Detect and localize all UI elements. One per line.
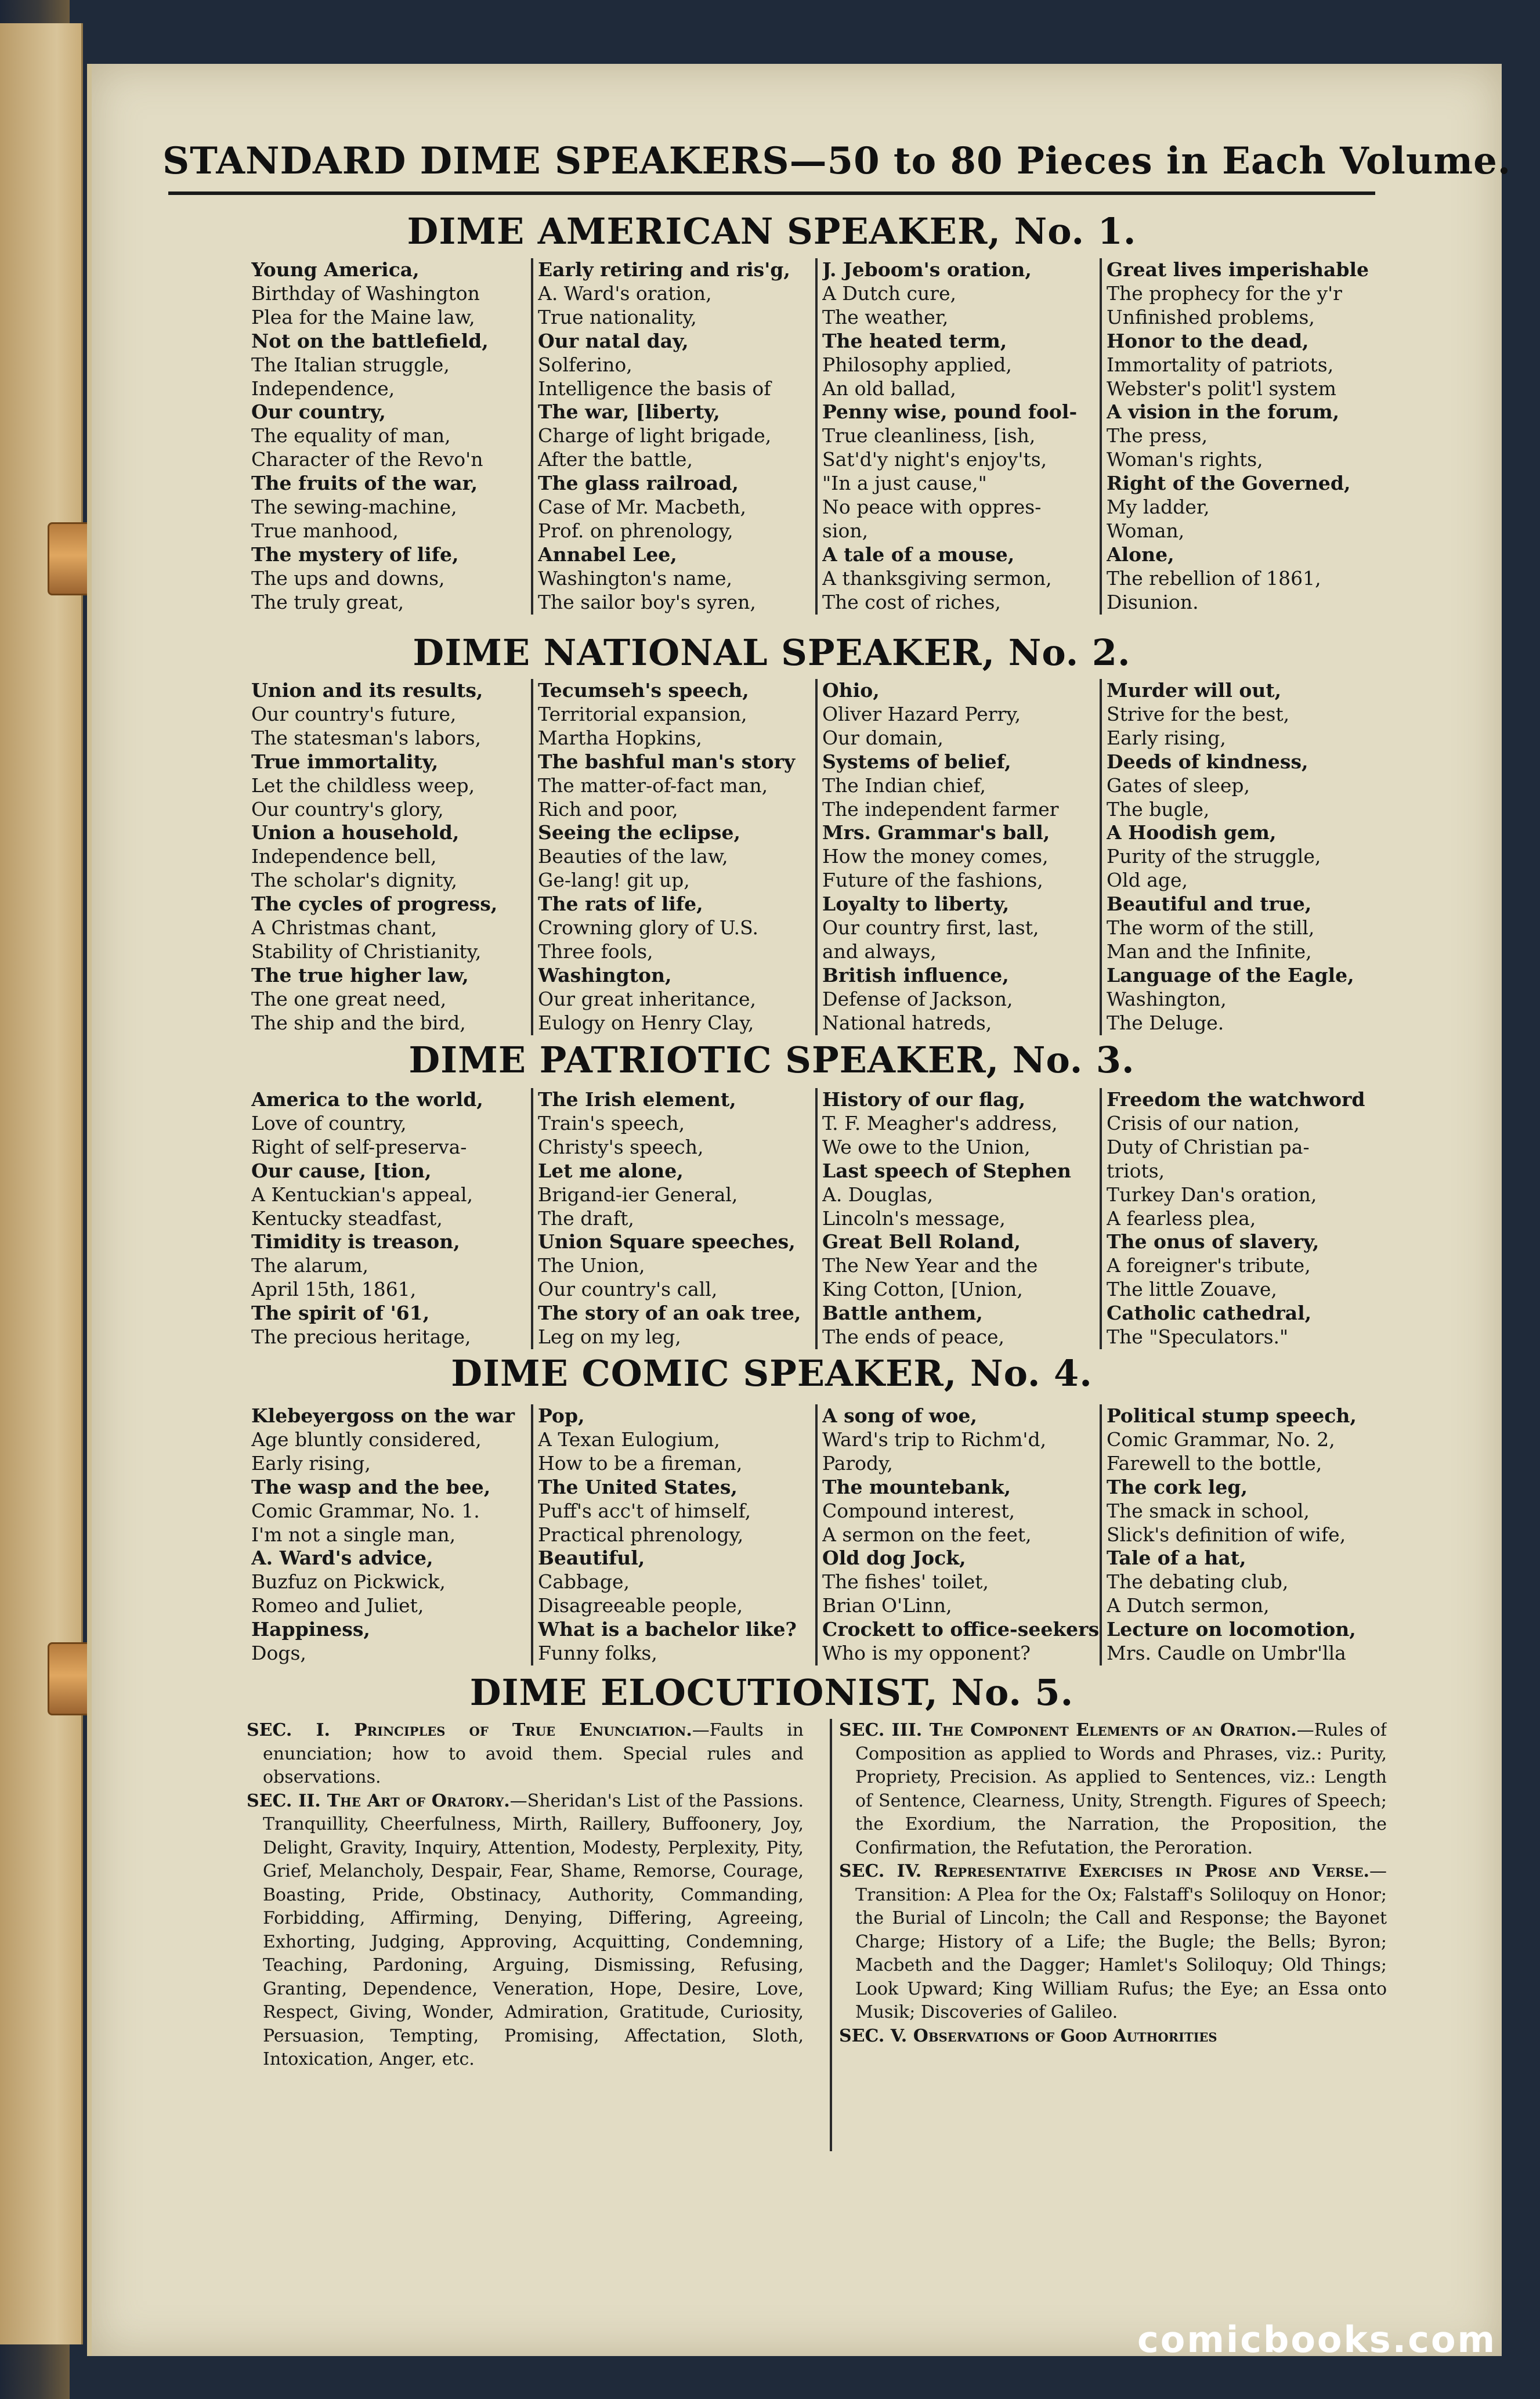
piece-title: I'm not a single man, <box>251 1523 456 1546</box>
piece-title: Train's speech, <box>538 1111 685 1135</box>
piece-title: Murder will out, <box>1107 679 1282 702</box>
piece-title: Ward's trip to Richm'd, <box>822 1428 1047 1451</box>
piece-column <box>815 258 1100 615</box>
section-title-comic-speaker: DIME COMIC SPEAKER, No. 4. <box>451 1352 1093 1394</box>
piece-title: A Texan Eulogium, <box>538 1428 720 1451</box>
piece-title: Young America, <box>251 258 420 281</box>
piece-title: Strive for the best, <box>1107 702 1290 725</box>
piece-title: A foreigner's tribute, <box>1107 1254 1311 1277</box>
piece-column <box>247 679 531 1035</box>
section-title-patriotic-speaker: DIME PATRIOTIC SPEAKER, No. 3. <box>409 1039 1135 1081</box>
piece-title: The heated term, <box>822 329 1007 352</box>
piece-title: The bugle, <box>1107 797 1210 821</box>
piece-title: The true higher law, <box>251 963 469 987</box>
piece-title: The press, <box>1107 424 1208 447</box>
section-number: SEC. IV. <box>839 1861 934 1881</box>
section-number: SEC. III. <box>839 1720 930 1740</box>
piece-title: Annabel Lee, <box>538 543 677 566</box>
piece-title: How to be a fireman, <box>538 1451 743 1475</box>
piece-title: The smack in school, <box>1107 1499 1310 1522</box>
piece-title: Language of the Eagle, <box>1107 963 1354 987</box>
piece-title: Romeo and Juliet, <box>251 1594 424 1617</box>
piece-title: The Union, <box>538 1254 645 1277</box>
piece-title: The prophecy for the y'r <box>1107 281 1342 305</box>
piece-column <box>531 258 815 615</box>
piece-title: Union and its results, <box>251 679 483 702</box>
piece-title: No peace with oppres- <box>822 496 1042 519</box>
piece-title: The mystery of life, <box>251 543 459 566</box>
piece-title: Battle anthem, <box>822 1302 983 1325</box>
piece-title: The cork leg, <box>1107 1475 1248 1498</box>
piece-title: The bashful man's story <box>538 750 796 773</box>
piece-title: Washington, <box>1107 987 1227 1010</box>
piece-title: The Irish element, <box>538 1088 736 1111</box>
piece-column <box>1100 258 1384 615</box>
piece-title: The "Speculators." <box>1107 1325 1289 1349</box>
elocutionist-left-column <box>247 1719 804 2151</box>
piece-title: A. Douglas, <box>822 1183 934 1206</box>
piece-title: "In a just cause," <box>822 472 987 495</box>
piece-title: Case of Mr. Macbeth, <box>538 496 746 519</box>
piece-title: A Christmas chant, <box>251 916 438 940</box>
piece-column <box>815 679 1100 1035</box>
piece-title: Who is my opponent? <box>822 1642 1031 1665</box>
piece-title: The cycles of progress, <box>251 893 498 916</box>
elocution-paragraph <box>247 1790 804 2072</box>
elocution-paragraph <box>839 1719 1387 1860</box>
piece-title: A Dutch cure, <box>822 281 957 305</box>
section-heading-caps: Principles of True Enunciation. <box>354 1720 692 1740</box>
piece-title: The equality of man, <box>251 424 451 447</box>
piece-title: A thanksgiving sermon, <box>822 566 1052 590</box>
piece-title: The wasp and the bee, <box>251 1475 491 1498</box>
piece-title: The statesman's labors, <box>251 726 482 749</box>
piece-title: The mountebank, <box>822 1475 1011 1498</box>
piece-title: Brian O'Linn, <box>822 1594 952 1617</box>
piece-title: The cost of riches, <box>822 590 1001 613</box>
piece-title: The United States, <box>538 1475 738 1498</box>
piece-title: What is a bachelor like? <box>538 1618 797 1641</box>
piece-title: Dogs, <box>251 1642 306 1665</box>
piece-title: True immortality, <box>251 750 439 773</box>
piece-title: A Hoodish gem, <box>1107 821 1277 844</box>
piece-title: Seeing the eclipse, <box>538 821 740 844</box>
piece-title: Great Bell Roland, <box>822 1230 1021 1253</box>
section-number: SEC. V. <box>839 2025 913 2046</box>
piece-title: Birthday of Washington <box>251 281 480 305</box>
piece-title: Comic Grammar, No. 1. <box>251 1499 480 1522</box>
piece-title: Duty of Christian pa- <box>1107 1135 1310 1158</box>
piece-title: Stability of Christianity, <box>251 940 482 963</box>
piece-title: Last speech of Stephen <box>822 1159 1071 1182</box>
piece-title: The little Zouave, <box>1107 1278 1277 1301</box>
piece-title: We owe to the Union, <box>822 1135 1031 1158</box>
piece-title: Crisis of our nation, <box>1107 1111 1300 1135</box>
piece-title: True manhood, <box>251 519 399 542</box>
piece-title: King Cotton, [Union, <box>822 1278 1023 1301</box>
elocution-paragraph <box>839 2025 1387 2048</box>
section-grid-american-speaker <box>247 258 1384 615</box>
piece-title: Washington, <box>538 963 672 987</box>
piece-title: Kentucky steadfast, <box>251 1206 443 1230</box>
piece-title: Tecumseh's speech, <box>538 679 749 702</box>
section-heading-caps: The Component Elements of an Oration. <box>929 1720 1297 1740</box>
piece-title: Woman, <box>1107 519 1185 542</box>
piece-title: Disagreeable people, <box>538 1594 743 1617</box>
piece-title: Prof. on phrenology, <box>538 519 733 542</box>
piece-title: Independence, <box>251 377 395 400</box>
piece-column <box>1100 1088 1384 1349</box>
piece-title: A sermon on the feet, <box>822 1523 1032 1546</box>
piece-title: Early retiring and ris'g, <box>538 258 790 281</box>
piece-title: Martha Hopkins, <box>538 726 702 749</box>
piece-title: The draft, <box>538 1206 634 1230</box>
piece-column <box>247 1088 531 1349</box>
piece-title: The truly great, <box>251 590 404 613</box>
piece-title: Let the childless weep, <box>251 774 475 797</box>
piece-title: Early rising, <box>1107 726 1226 749</box>
piece-title: Our great inheritance, <box>538 987 757 1010</box>
piece-title: The ups and downs, <box>251 566 445 590</box>
piece-title: The scholar's dignity, <box>251 869 457 892</box>
piece-title: A tale of a mouse, <box>822 543 1015 566</box>
piece-title: The rats of life, <box>538 893 703 916</box>
piece-title: Buzfuz on Pickwick, <box>251 1570 446 1594</box>
piece-title: Systems of belief, <box>822 750 1011 773</box>
piece-title: The Deluge. <box>1107 1011 1224 1034</box>
piece-title: Our country's glory, <box>251 797 444 821</box>
header-rule <box>168 192 1375 195</box>
piece-title: and always, <box>822 940 937 963</box>
piece-title: The rebellion of 1861, <box>1107 566 1321 590</box>
piece-title: Our country first, last, <box>822 916 1039 940</box>
piece-column <box>1100 1404 1384 1665</box>
piece-title: Independence bell, <box>251 845 437 868</box>
piece-title: Political stump speech, <box>1107 1404 1357 1427</box>
piece-column <box>247 1404 531 1665</box>
section-heading-caps: Observations of Good Authorities <box>913 2025 1217 2046</box>
piece-title: Old age, <box>1107 869 1188 892</box>
piece-title: Ohio, <box>822 679 880 702</box>
piece-title: Mrs. Caudle on Umbr'lla <box>1107 1642 1346 1665</box>
piece-title: National hatreds, <box>822 1011 992 1034</box>
piece-title: Disunion. <box>1107 590 1199 613</box>
piece-title: The spirit of '61, <box>251 1302 430 1325</box>
piece-title: Charge of light brigade, <box>538 424 772 447</box>
piece-title: triots, <box>1107 1159 1165 1182</box>
section-grid-national-speaker <box>247 679 1384 1035</box>
piece-title: Lecture on locomotion, <box>1107 1618 1356 1641</box>
piece-title: Farewell to the bottle, <box>1107 1451 1322 1475</box>
piece-title: Leg on my leg, <box>538 1325 681 1349</box>
piece-title: Beauties of the law, <box>538 845 728 868</box>
piece-title: The sailor boy's syren, <box>538 590 756 613</box>
section-grid-patriotic-speaker <box>247 1088 1384 1349</box>
piece-title: An old ballad, <box>822 377 956 400</box>
piece-title: Love of country, <box>251 1111 407 1135</box>
piece-title: Timidity is treason, <box>251 1230 460 1253</box>
piece-title: Turkey Dan's oration, <box>1107 1183 1317 1206</box>
piece-title: Practical phrenology, <box>538 1523 744 1546</box>
piece-title: The story of an oak tree, <box>538 1302 801 1325</box>
piece-title: Penny wise, pound fool- <box>822 400 1078 424</box>
piece-title: The one great need, <box>251 987 447 1010</box>
piece-title: Defense of Jackson, <box>822 987 1013 1010</box>
elocution-paragraph <box>247 1719 804 1790</box>
piece-title: Funny folks, <box>538 1642 657 1665</box>
section-number: SEC. II. <box>247 1790 327 1811</box>
section-heading-caps: Representative Exercises in Prose and Verse. <box>934 1861 1369 1881</box>
piece-title: April 15th, 1861, <box>251 1278 417 1301</box>
piece-column <box>815 1404 1100 1665</box>
piece-title: Our cause, [tion, <box>251 1159 432 1182</box>
piece-title: Alone, <box>1107 543 1174 566</box>
piece-title: History of our flag, <box>822 1088 1026 1111</box>
section-title-national-speaker: DIME NATIONAL SPEAKER, No. 2. <box>413 631 1131 674</box>
piece-title: Crockett to office-seekers <box>822 1618 1100 1641</box>
piece-title: The Italian struggle, <box>251 353 450 376</box>
piece-title: Woman's rights, <box>1107 448 1263 471</box>
piece-title: The independent farmer <box>822 797 1059 821</box>
previous-page-edge <box>0 23 83 2344</box>
piece-title: T. F. Meagher's address, <box>822 1111 1058 1135</box>
piece-title: A. Ward's advice, <box>251 1547 433 1570</box>
page-header-title: STANDARD DIME SPEAKERS—50 to 80 Pieces in Each Volume. <box>162 139 1512 183</box>
piece-title: Brigand-ier General, <box>538 1183 738 1206</box>
section-body-text: —Sheridan's List of the Passions. Tranquillity, Cheerfulness, Mirth, Raillery, Buffoonery, Joy, Delight, Gravity, Inquiry, Attention, Modesty, Perplexity, Pity, Grief, Melancholy, Despair, Fear, Shame, Remorse, Courage, Boasting, Pride, Obstinacy, Authority, Commanding, Forbidding, Affirming, Denying, Differing, Agreeing, Exhorting, Judging, Approving, Acquitting, Condemning, Teaching, Pardoning, Arguing, Dismissing, Refusing, Granting, Dependence, Veneration, Hope, Desire, Love, Respect, Giving, Wonder, Admiration, Gratitude, Curiosity, Persuasion, Tempting, Promising, Affectation, Sloth, Intoxication, Anger, etc. <box>263 1790 804 2069</box>
piece-title: British influence, <box>822 963 1009 987</box>
piece-title: Mrs. Grammar's ball, <box>822 821 1050 844</box>
piece-title: Immortality of patriots, <box>1107 353 1334 376</box>
piece-title: The onus of slavery, <box>1107 1230 1320 1253</box>
piece-title: A song of woe, <box>822 1404 977 1427</box>
piece-title: The New Year and the <box>822 1254 1038 1277</box>
piece-column <box>815 1088 1100 1349</box>
piece-title: Our country's future, <box>251 702 457 725</box>
piece-title: The ship and the bird, <box>251 1011 466 1034</box>
piece-title: Character of the Revo'n <box>251 448 483 471</box>
piece-title: The precious heritage, <box>251 1325 471 1349</box>
section-body-text: —Faults in enunciation; how to avoid them. Special rules and observations. <box>263 1720 804 1787</box>
piece-title: The sewing-machine, <box>251 496 457 519</box>
piece-title: Purity of the struggle, <box>1107 845 1321 868</box>
piece-title: The Indian chief, <box>822 774 986 797</box>
piece-title: The war, [liberty, <box>538 400 720 424</box>
piece-title: The debating club, <box>1107 1570 1289 1594</box>
piece-title: Cabbage, <box>538 1570 630 1594</box>
piece-title: Honor to the dead, <box>1107 329 1309 352</box>
piece-title: A fearless plea, <box>1107 1206 1256 1230</box>
piece-title: Christy's speech, <box>538 1135 704 1158</box>
piece-title: The ends of peace, <box>822 1325 1005 1349</box>
piece-title: A Dutch sermon, <box>1107 1594 1270 1617</box>
piece-title: Lincoln's message, <box>822 1206 1006 1230</box>
piece-title: Beautiful, <box>538 1547 645 1570</box>
piece-title: sion, <box>822 519 869 542</box>
piece-title: Catholic cathedral, <box>1107 1302 1312 1325</box>
section-heading-caps: The Art of Oratory. <box>327 1790 510 1811</box>
section-body-text: —Transition: A Plea for the Ox; Falstaff's Soliloquy on Honor; the Burial of Lincoln; the Call and Response; the Bayonet Charge; History of a Life; the Bugle; the Bells; Byron; Macbeth and the Dagger; Hamlet's Soliloquy; Old Things; Look Upward; King William Rufus; the Eye; an Essa onto Musik; Discoveries of Galileo. <box>855 1861 1387 2022</box>
piece-title: Not on the battlefield, <box>251 329 489 352</box>
piece-title: Let me alone, <box>538 1159 684 1182</box>
piece-title: Beautiful and true, <box>1107 893 1312 916</box>
piece-column <box>531 1404 815 1665</box>
section-number: SEC. I. <box>247 1720 355 1740</box>
piece-title: Early rising, <box>251 1451 371 1475</box>
piece-title: Union a household, <box>251 821 460 844</box>
piece-title: The weather, <box>822 305 949 328</box>
piece-column <box>531 679 815 1035</box>
piece-title: The glass railroad, <box>538 472 739 495</box>
piece-title: Intelligence the basis of <box>538 377 771 400</box>
piece-title: Puff's acc't of himself, <box>538 1499 751 1522</box>
piece-title: Comic Grammar, No. 2, <box>1107 1428 1335 1451</box>
piece-title: After the battle, <box>538 448 693 471</box>
piece-title: Pop, <box>538 1404 585 1427</box>
piece-title: Parody, <box>822 1451 893 1475</box>
piece-title: Future of the fashions, <box>822 869 1043 892</box>
piece-column <box>247 258 531 615</box>
piece-title: J. Jeboom's oration, <box>822 258 1032 281</box>
piece-title: A vision in the forum, <box>1107 400 1340 424</box>
piece-title: Sat'd'y night's enjoy'ts, <box>822 448 1047 471</box>
piece-title: Solferino, <box>538 353 632 376</box>
piece-title: Oliver Hazard Perry, <box>822 702 1021 725</box>
piece-title: Right of the Governed, <box>1107 472 1351 495</box>
piece-title: How the money comes, <box>822 845 1049 868</box>
piece-title: Our natal day, <box>538 329 689 352</box>
piece-title: A. Ward's oration, <box>538 281 712 305</box>
piece-title: Gates of sleep, <box>1107 774 1250 797</box>
piece-title: Webster's polit'l system <box>1107 377 1336 400</box>
elocutionist-right-column <box>830 1719 1387 2151</box>
piece-column <box>1100 679 1384 1035</box>
piece-title: America to the world, <box>251 1088 483 1111</box>
piece-title: Three fools, <box>538 940 653 963</box>
piece-title: Man and the Infinite, <box>1107 940 1312 963</box>
piece-title: Old dog Jock, <box>822 1547 966 1570</box>
piece-title: Plea for the Maine law, <box>251 305 475 328</box>
piece-title: Right of self-preserva- <box>251 1135 467 1158</box>
piece-title: True nationality, <box>538 305 697 328</box>
piece-title: The fishes' toilet, <box>822 1570 989 1594</box>
piece-title: Happiness, <box>251 1618 370 1641</box>
piece-title: The matter-of-fact man, <box>538 774 768 797</box>
piece-title: Loyalty to liberty, <box>822 893 1010 916</box>
section-grid-comic-speaker <box>247 1404 1384 1665</box>
piece-title: Age bluntly considered, <box>251 1428 482 1451</box>
piece-title: Compound interest, <box>822 1499 1015 1522</box>
piece-title: Our country's call, <box>538 1278 718 1301</box>
piece-title: Union Square speeches, <box>538 1230 796 1253</box>
piece-title: The alarum, <box>251 1254 368 1277</box>
piece-title: Crowning glory of U.S. <box>538 916 759 940</box>
piece-title: My ladder, <box>1107 496 1210 519</box>
piece-title: Philosophy applied, <box>822 353 1012 376</box>
watermark-text: comicbooks.com <box>1137 2318 1497 2361</box>
section-body-text: —Rules of Composition as applied to Words and Phrases, viz.: Purity, Propriety, Precision. As applied to Sentences, viz.: Length of Sentence, Clearness, Unity, Strength. Figures of Speech; the Exordium, the Narration, the Proposition, the Confirmation, the Refutation, the Peroration. <box>855 1720 1387 1858</box>
piece-title: Ge-lang! git up, <box>538 869 690 892</box>
piece-title: The fruits of the war, <box>251 472 478 495</box>
piece-title: Freedom the watchword <box>1107 1088 1365 1111</box>
piece-title: Eulogy on Henry Clay, <box>538 1011 754 1034</box>
section-title-elocutionist: DIME ELOCUTIONIST, No. 5. <box>469 1671 1074 1714</box>
piece-title: The worm of the still, <box>1107 916 1315 940</box>
piece-title: Territorial expansion, <box>538 702 747 725</box>
piece-title: Deeds of kindness, <box>1107 750 1308 773</box>
piece-title: Slick's definition of wife, <box>1107 1523 1346 1546</box>
piece-title: Great lives imperishable <box>1107 258 1369 281</box>
piece-title: Klebeyergoss on the war <box>251 1404 515 1427</box>
piece-title: Our domain, <box>822 726 943 749</box>
piece-column <box>531 1088 815 1349</box>
elocution-paragraph <box>839 1860 1387 2025</box>
piece-title: Rich and poor, <box>538 797 678 821</box>
piece-title: Tale of a hat, <box>1107 1547 1246 1570</box>
piece-title: Washington's name, <box>538 566 732 590</box>
piece-title: A Kentuckian's appeal, <box>251 1183 473 1206</box>
piece-title: True cleanliness, [ish, <box>822 424 1036 447</box>
piece-title: Our country, <box>251 400 386 424</box>
section-title-american-speaker: DIME AMERICAN SPEAKER, No. 1. <box>407 210 1137 252</box>
piece-title: Unfinished problems, <box>1107 305 1315 328</box>
